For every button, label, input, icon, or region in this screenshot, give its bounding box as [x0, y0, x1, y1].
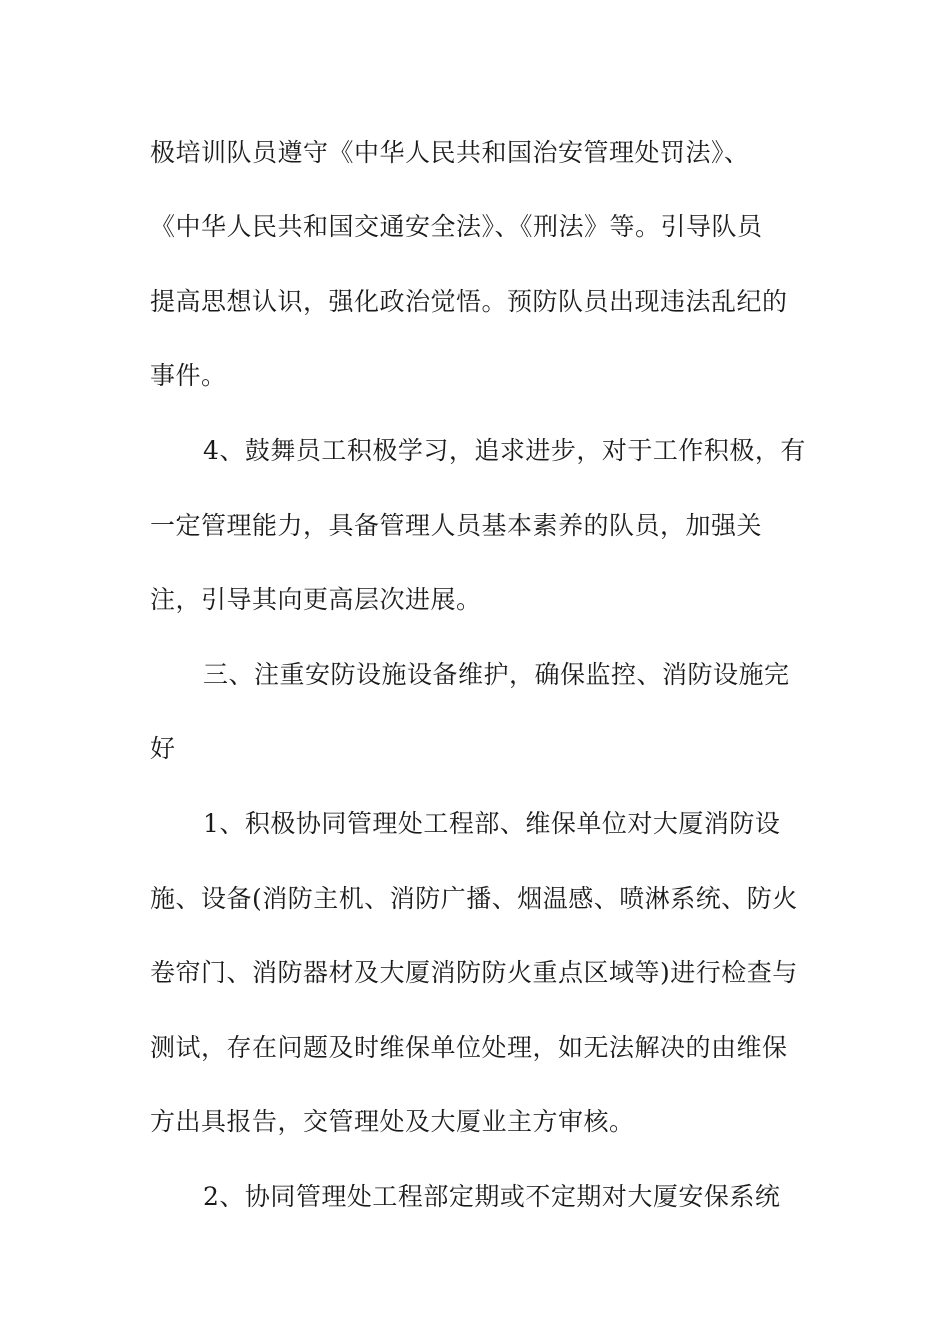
text-line-2: 《中华人民共和国交通安全法》、《刑法》等。引导队员: [150, 212, 763, 241]
paragraph-1-start: 1、积极协同管理处工程部、维保单位对大厦消防设: [203, 809, 781, 838]
text-line-7: 注，引导其向更高层次进展。: [150, 585, 482, 614]
text-line-3: 提高思想认识，强化政治觉悟。预防队员出现违法乱纪的: [150, 287, 788, 316]
text-line-12: 卷帘门、消防器材及大厦消防防火重点区域等)进行检查与: [150, 958, 798, 987]
paragraph-2-start: 2、协同管理处工程部定期或不定期对大厦安保系统: [203, 1182, 781, 1211]
paragraph-4-start: 4、鼓舞员工积极学习，追求进步，对于工作积极，有: [203, 436, 806, 465]
text-line-4: 事件。: [150, 361, 227, 390]
text-line-6: 一定管理能力，具备管理人员基本素养的队员，加强关: [150, 511, 763, 540]
text-line-1: 极培训队员遵守《中华人民共和国治安管理处罚法》、: [150, 138, 750, 167]
text-line-13: 测试，存在问题及时维保单位处理，如无法解决的由维保: [150, 1033, 788, 1062]
section-heading-3: 三、注重安防设施设备维护，确保监控、消防设施完: [203, 660, 790, 689]
text-line-11: 施、设备(消防主机、消防广播、烟温感、喷淋系统、防火: [150, 884, 798, 913]
section-heading-3-cont: 好: [150, 734, 176, 763]
text-line-14: 方出具报告，交管理处及大厦业主方审核。: [150, 1107, 635, 1136]
